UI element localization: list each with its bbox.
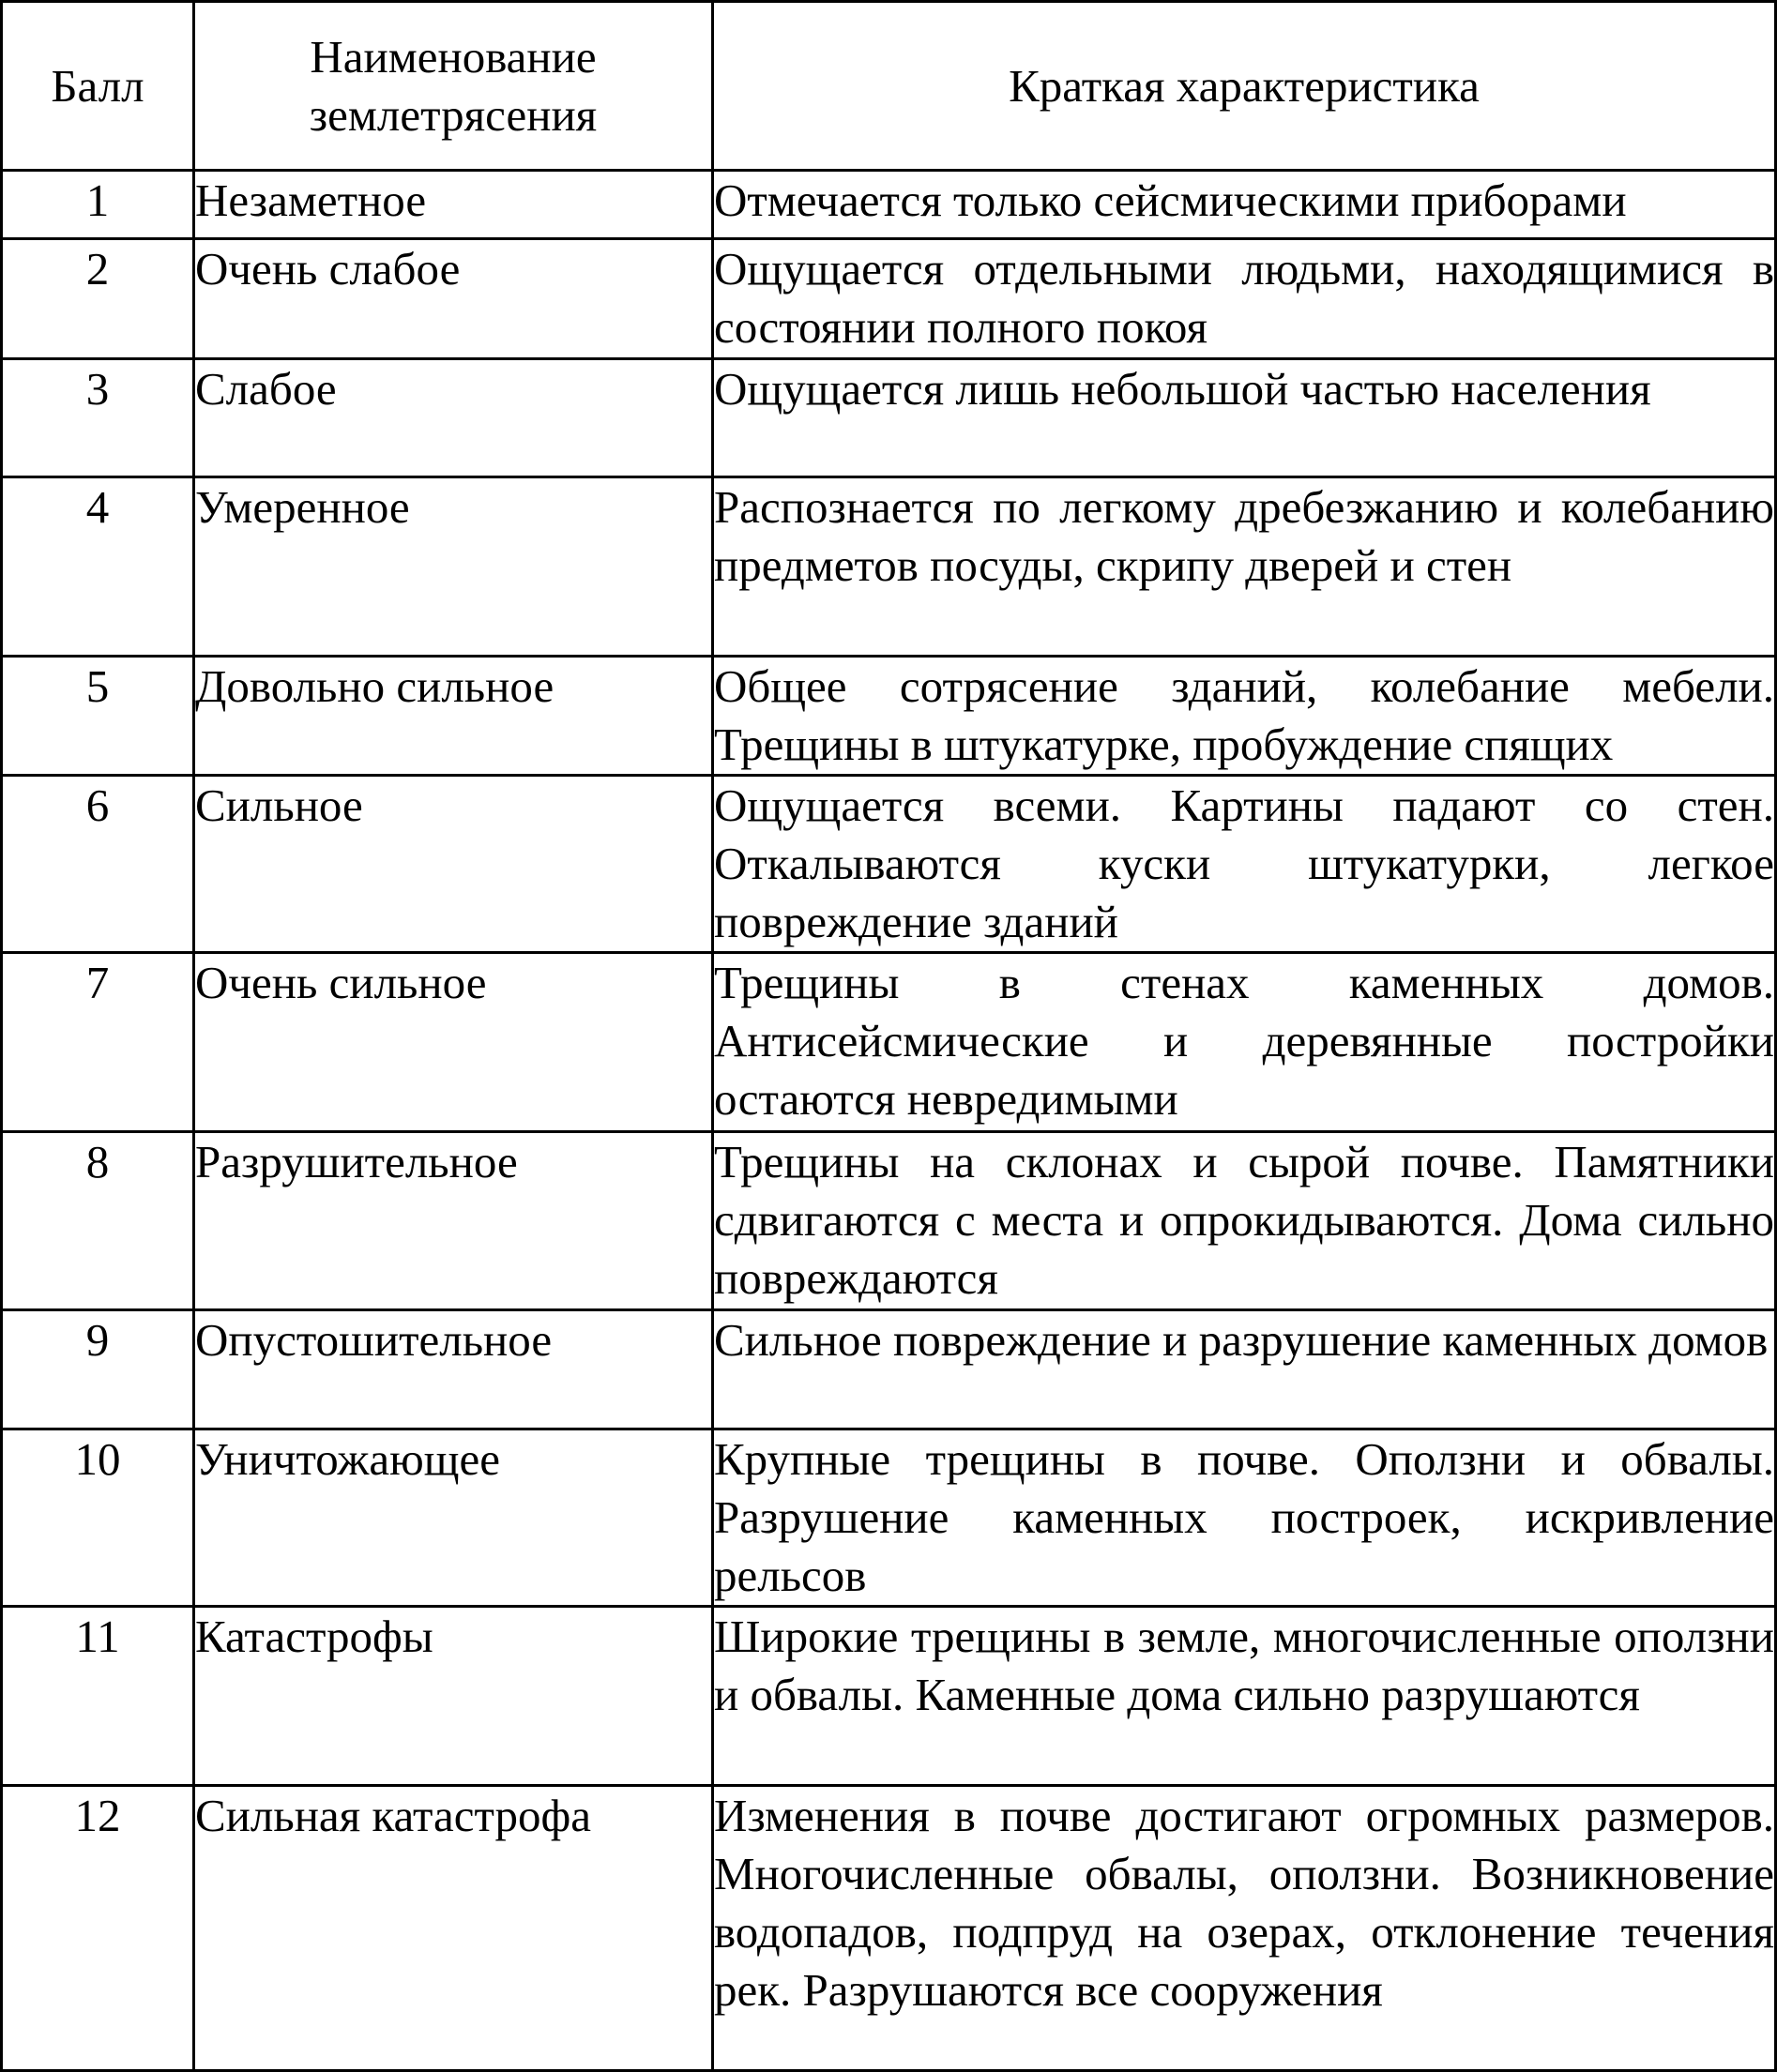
table-row bbox=[2, 656, 1776, 775]
ball-cell: 6 bbox=[2, 775, 194, 953]
table-row bbox=[2, 1607, 1776, 1786]
ball-cell: 8 bbox=[2, 1131, 194, 1309]
table-row bbox=[2, 1131, 1776, 1309]
name-cell: Сильное bbox=[194, 775, 713, 953]
ball-cell: 5 bbox=[2, 656, 194, 775]
header-row bbox=[2, 2, 1776, 171]
name-cell: Катастрофы bbox=[194, 1607, 713, 1786]
desc-cell: Трещины в стенах каменных домов. Антисейсмические и деревянные постройки остаются невредимыми bbox=[713, 953, 1776, 1132]
header-desc: Краткая характеристика bbox=[713, 2, 1776, 171]
header-name-line1: Наименование bbox=[310, 30, 597, 83]
ball-cell: 9 bbox=[2, 1309, 194, 1429]
ball-cell: 10 bbox=[2, 1429, 194, 1607]
desc-cell: Отмечается только сейсмическими приборами bbox=[713, 171, 1776, 239]
name-cell: Умеренное bbox=[194, 476, 713, 656]
table-row bbox=[2, 1429, 1776, 1607]
name-cell: Незаметное bbox=[194, 171, 713, 239]
table-row bbox=[2, 239, 1776, 358]
table-row bbox=[2, 358, 1776, 476]
desc-cell: Ощущается лишь небольшой частью населения bbox=[713, 358, 1776, 476]
name-cell: Уничтожающее bbox=[194, 1429, 713, 1607]
desc-cell: Широкие трещины в земле, многочисленные оползни и обвалы. Каменные дома сильно разрушаются bbox=[713, 1607, 1776, 1786]
desc-cell: Ощущается отдельными людьми, находящимися в состоянии полного покоя bbox=[713, 239, 1776, 358]
desc-cell: Общее сотрясение зданий, колебание мебели. Трещины в штукатурке, пробуждение спящих bbox=[713, 656, 1776, 775]
name-cell: Довольно сильное bbox=[194, 656, 713, 775]
table-row bbox=[2, 775, 1776, 953]
table-row bbox=[2, 1786, 1776, 2071]
ball-cell: 12 bbox=[2, 1786, 194, 2071]
name-cell: Разрушительное bbox=[194, 1131, 713, 1309]
ball-cell: 1 bbox=[2, 171, 194, 239]
table-row bbox=[2, 953, 1776, 1132]
ball-cell: 7 bbox=[2, 953, 194, 1132]
name-cell: Очень слабое bbox=[194, 239, 713, 358]
ball-cell: 4 bbox=[2, 476, 194, 656]
name-cell: Слабое bbox=[194, 358, 713, 476]
ball-cell: 11 bbox=[2, 1607, 194, 1786]
table-row bbox=[2, 476, 1776, 656]
desc-cell: Ощущается всеми. Картины падают со стен. Откалываются куски штукатурки, легкое повреждение зданий bbox=[713, 775, 1776, 953]
desc-cell: Изменения в почве достигают огромных размеров. Многочисленные обвалы, оползни. Возникновение водопадов, подпруд на озерах, отклонение течения рек. Разрушаются все сооружения bbox=[713, 1786, 1776, 2071]
name-cell: Очень сильное bbox=[194, 953, 713, 1132]
header-name-line2: землетрясения bbox=[309, 88, 598, 141]
desc-cell: Крупные трещины в почве. Оползни и обвалы. Разрушение каменных построек, искривление рельсов bbox=[713, 1429, 1776, 1607]
ball-cell: 2 bbox=[2, 239, 194, 358]
name-cell: Сильная катастрофа bbox=[194, 1786, 713, 2071]
table-row bbox=[2, 171, 1776, 239]
desc-cell: Распознается по легкому дребезжанию и колебанию предметов посуды, скрипу дверей и стен bbox=[713, 476, 1776, 656]
header-name bbox=[194, 2, 713, 171]
ball-cell: 3 bbox=[2, 358, 194, 476]
name-cell: Опустошительное bbox=[194, 1309, 713, 1429]
table-row bbox=[2, 1309, 1776, 1429]
desc-cell: Трещины на склонах и сырой почве. Памятники сдвигаются с места и опрокидываются. Дома сильно повреждаются bbox=[713, 1131, 1776, 1309]
header-ball: Балл bbox=[2, 2, 194, 171]
desc-cell: Сильное повреждение и разрушение каменных домов bbox=[713, 1309, 1776, 1429]
